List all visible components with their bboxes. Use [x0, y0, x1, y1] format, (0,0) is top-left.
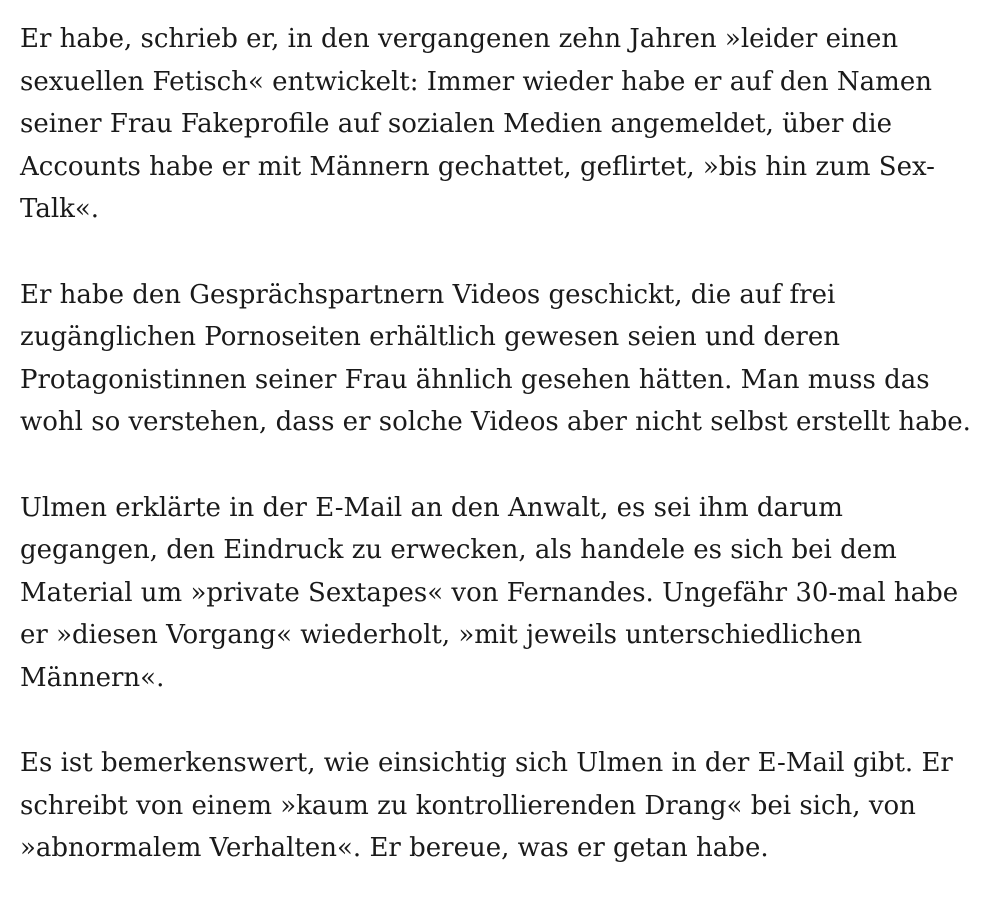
text-line: wohl so verstehen, dass er solche Videos aber nicht selbst erstellt habe. — [20, 407, 971, 437]
text-line: gegangen, den Eindruck zu erwecken, als handele es sich bei dem — [20, 535, 897, 565]
text-line: »abnormalem Verhalten«. Er bereue, was er getan habe. — [20, 833, 769, 863]
text-line: seiner Frau Fakeprofile auf sozialen Medien angemeldet, über die — [20, 109, 892, 139]
text-line: Material um »private Sextapes« von Fernandes. Ungefähr 30-mal habe — [20, 577, 959, 608]
text-line: Männern«. — [20, 662, 165, 693]
paragraph-4 — [20, 742, 975, 870]
paragraph-1 — [20, 18, 975, 231]
text-line: zugänglichen Pornoseiten erhältlich gewesen seien und deren — [20, 322, 840, 352]
text-line: Ulmen erklärte in der E-Mail an den Anwalt, es sei ihm darum — [20, 492, 843, 523]
text-line: Er habe, schrieb er, in den vergangenen zehn Jahren »leider einen — [20, 24, 899, 54]
text-line: Protagonistinnen seiner Frau ähnlich gesehen hätten. Man muss das — [20, 364, 930, 395]
paragraph-3 — [20, 487, 975, 700]
text-line: Accounts habe er mit Männern gechattet, geflirtet, »bis hin zum Sex- — [20, 151, 935, 182]
text-line: er »diesen Vorgang« wiederholt, »mit jeweils unterschiedlichen — [20, 620, 863, 650]
text-line: sexuellen Fetisch« entwickelt: Immer wieder habe er auf den Namen — [20, 66, 932, 97]
paragraph-2 — [20, 274, 975, 444]
text-line: Talk«. — [20, 194, 100, 224]
text-line: Es ist bemerkenswert, wie einsichtig sich Ulmen in der E-Mail gibt. Er — [20, 748, 953, 778]
text-line: schreibt von einem »kaum zu kontrollierenden Drang« bei sich, von — [20, 790, 916, 821]
text-line: Er habe den Gesprächspartnern Videos geschickt, die auf frei — [20, 279, 836, 310]
